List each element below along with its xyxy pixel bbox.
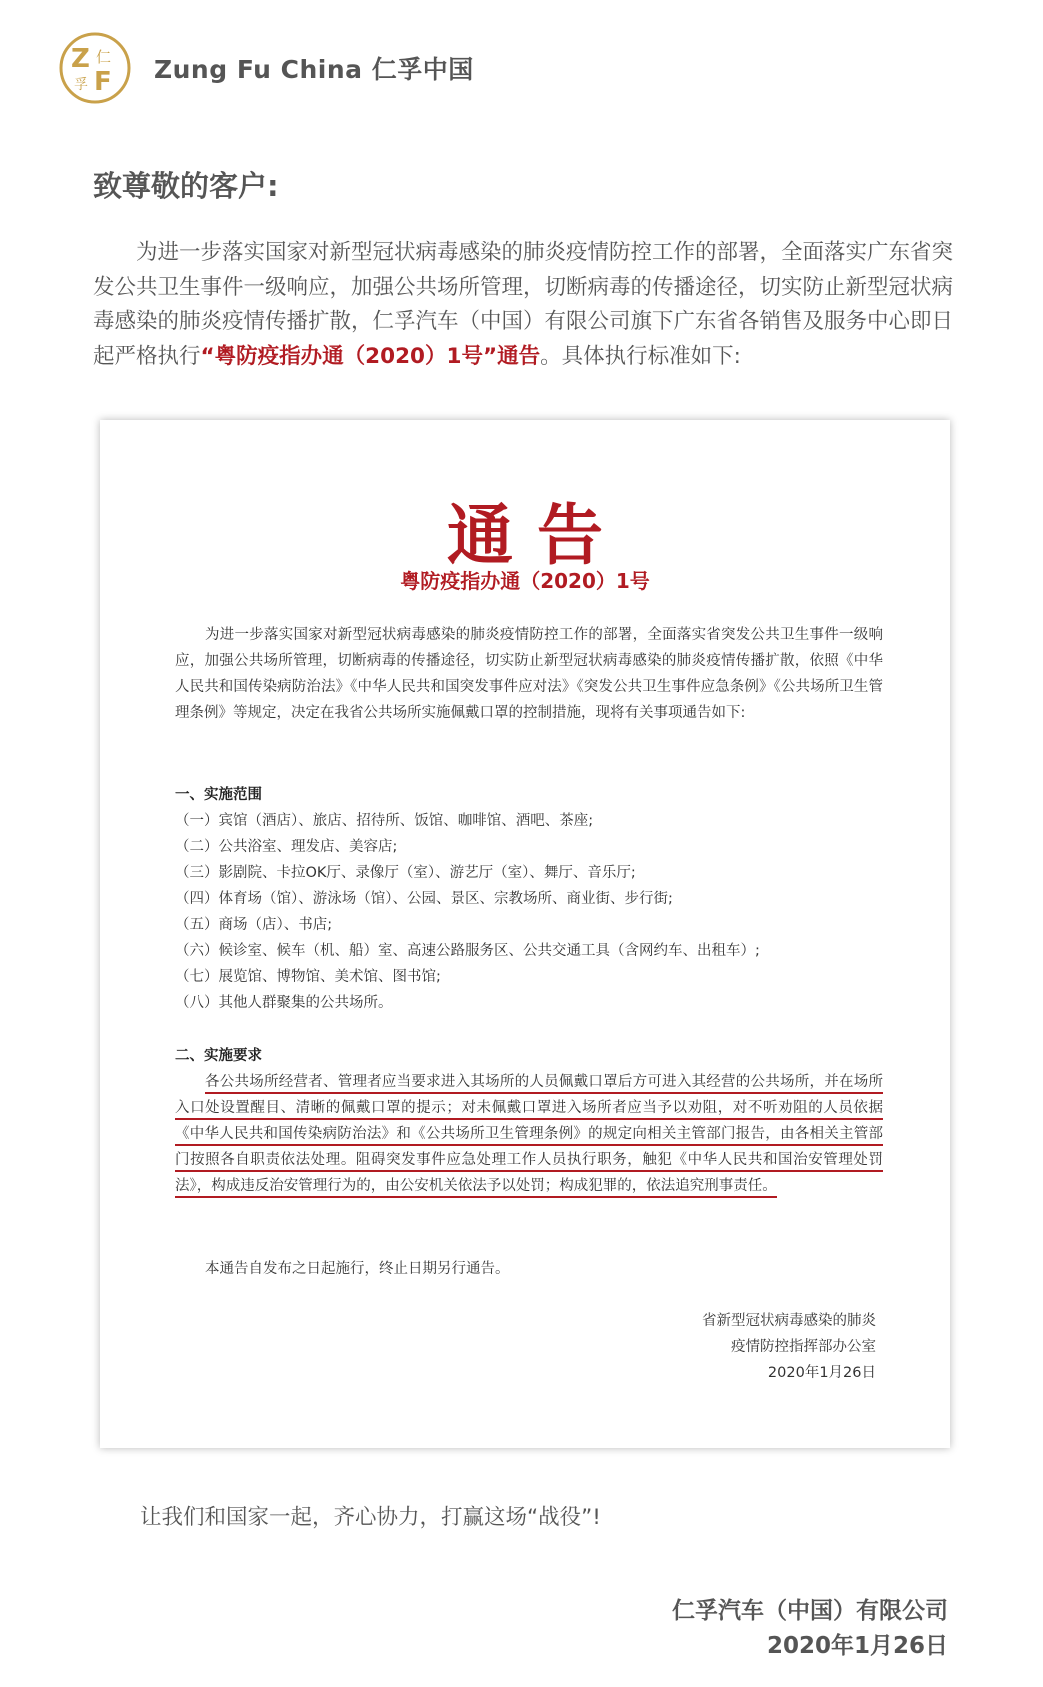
notice-closing: 本通告自发布之日起施行，终止日期另行通告。 [205,1261,510,1277]
logo-letter-z: Z [71,44,90,74]
notice-card [100,420,950,1448]
section-1-title: 一、实施范围 [175,787,262,803]
section-2-title: 二、实施要求 [175,1048,262,1064]
notice-number: 粤防疫指办通（2020）1号 [400,569,650,593]
company-name: 仁孚汽车（中国）有限公司 [672,1598,948,1624]
list-item: （七）展览馆、博物馆、美术馆、图书馆; [175,969,441,985]
notice-signature [702,1308,876,1386]
sign-date: 2020年1月26日 [767,1365,876,1381]
logo-letter-f: F [94,67,112,97]
section-1 [175,782,883,1016]
sign-line-2: 疫情防控指挥部办公室 [731,1339,876,1355]
intro-highlight: “粤防疫指办通（2020）1号”通告 [200,343,541,369]
greeting: 致尊敬的客户: [93,169,279,203]
header [58,31,474,105]
intro-after: 。具体执行标准如下: [540,343,741,369]
intro-before: 为进一步落实国家对新型冠状病毒感染的肺炎疫情防控工作的部署，全面落实广东省突发公共卫生事件一级响应，加强公共场所管理，切断病毒的传播途径，切实防止新型冠状病毒感染的肺炎疫情传播扩散，仁孚汽车（中国）有限公司旗下广东省各销售及服务中心即日起严格执行 [93,240,954,369]
list-item: （三）影剧院、卡拉OK厅、录像厅（室）、游艺厅（室）、舞厅、音乐厅; [175,865,636,881]
list-item: （二）公共浴室、理发店、美容店; [175,839,398,855]
section-2 [175,1043,883,1199]
list-item: （一）宾馆（酒店）、旅店、招待所、饭馆、咖啡馆、酒吧、茶座; [175,813,594,829]
zf-logo-icon [58,31,132,105]
footer-date: 2020年1月26日 [766,1633,948,1659]
notice-intro: 为进一步落实国家对新型冠状病毒感染的肺炎疫情防控工作的部署，全面落实省突发公共卫生事件一级响应，加强公共场所管理，切断病毒的传播途径，切实防止新型冠状病毒感染的肺炎疫情传播扩散，依照《中华人民共和国传染病防治法》《中华人民共和国突发事件应对法》《突发公共卫生事件应急条例》《公共场所卫生管理条例》等规定，决定在我省公共场所实施佩戴口罩的控制措施，现将有关事项通告如下: [175,627,883,721]
intro-paragraph [93,236,953,374]
section-2-text [175,1069,883,1199]
brand-text: Zung Fu China 仁孚中国 [154,55,474,84]
list-item: （六）候诊室、候车（机、船）室、高速公路服务区、公共交通工具（含网约车、出租车）; [175,943,760,959]
list-item: （八）其他人群聚集的公共场所。 [175,995,393,1011]
list-item: （四）体育场（馆）、游泳场（馆）、公园、景区、宗教场所、商业街、步行街; [175,891,673,907]
list-item: （五）商场（店）、书店; [175,917,333,933]
notice-title: 通告 [447,497,627,574]
logo-char-ren: 仁 [96,48,112,66]
sign-line-1: 省新型冠状病毒感染的肺炎 [702,1313,876,1329]
underlined-requirement: 各公共场所经营者、管理者应当要求进入其场所的人员佩戴口罩后方可进入其经营的公共场所，并在场所入口处设置醒目、清晰的佩戴口罩的提示；对未佩戴口罩进入场所者应当予以劝阻，对不听劝阻的人员依据《中华人民共和国传染病防治法》和《公共场所卫生管理条例》的规定向相关主管部门报告，由各相关主管部门按照各自职责依法处理。阻碍突发事件应急处理工作人员执行职务，触犯《中华人民共和国治安管理处罚法》，构成违反治安管理行为的，由公安机关依法予以处罚；构成犯罪的，依法追究刑事责任。 [175,1074,883,1198]
motto: 让我们和国家一起，齐心协力，打赢这场“战役”! [140,1505,601,1530]
logo-char-fu: 孚 [74,77,88,93]
